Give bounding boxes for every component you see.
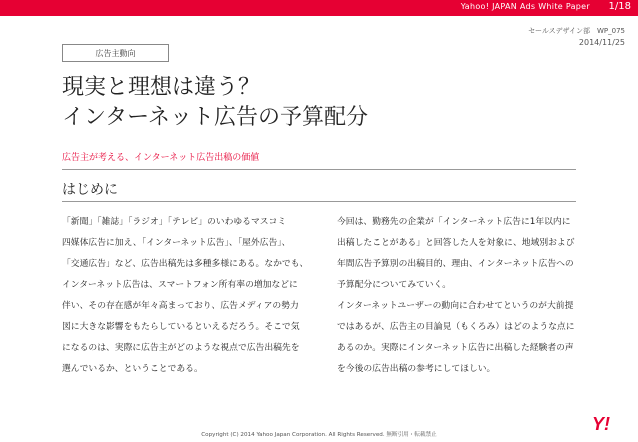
divider — [62, 201, 576, 202]
paragraph-line: 四媒体広告に加え、「インターネット広告」、「屋外広告」、 — [62, 238, 291, 248]
paragraph-line: 今回は、勤務先の企業が「インターネット広告に1年以内に — [337, 217, 571, 227]
paragraph-line: 予算配分についてみていく。 — [337, 280, 452, 290]
paragraph-line: を今後の広告出稿の参考にしてほしい。 — [337, 364, 496, 374]
subtitle: 広告主が考える、インターネット広告出稿の価値 — [62, 153, 260, 163]
title-line-2: インターネット広告の予算配分 — [62, 105, 369, 130]
paragraph-line: インターネット広告は、スマートフォン所有率の増加などに — [62, 280, 298, 290]
paragraph-line: 「交通広告」など、広告出稿先は多種多様にある。なかでも、 — [62, 259, 309, 269]
page-title — [62, 73, 368, 133]
brand-text: Yahoo! JAPAN Ads White Paper — [460, 2, 590, 11]
department-label: セールスデザイン部 WP_075 — [528, 27, 625, 35]
category-tag: 広告主動向 — [62, 44, 169, 62]
top-bar — [0, 0, 638, 16]
paragraph-line: 伴い、その存在感が年々高まっており、広告メディアの勢力 — [62, 301, 299, 311]
paragraph-line: あるのか。実際にインターネット広告に出稿した経験者の声 — [337, 343, 574, 353]
copyright-text: Copyright (C) 2014 Yahoo Japan Corporation. All Rights Reserved. 無断引用・転載禁止 — [201, 432, 437, 438]
section-heading: はじめに — [62, 182, 118, 198]
paragraph-line: インターネットユーザーの動向に合わせてというのが大前提 — [337, 301, 574, 311]
divider — [62, 169, 576, 170]
paragraph-line: 年間広告予算別の出稿目的、理由、インターネット広告への — [337, 259, 574, 269]
page-number: 1/18 — [608, 1, 631, 12]
paragraph-line: 「新聞」「雑誌」「ラジオ」「テレビ」のいわゆるマスコミ — [62, 217, 287, 227]
paragraph-line: 図に大きな影響をもたらしているといえるだろう。そこで気 — [62, 322, 300, 332]
paragraph-line: になるのは、実際に広告主がどのような視点で広告出稿先を — [62, 343, 300, 353]
publish-date: 2014/11/25 — [578, 38, 625, 47]
paragraph-line: 選んでいるか、ということである。 — [62, 364, 203, 374]
paragraph-line: ではあるが、広告主の目論見（もくろみ）はどのような点に — [337, 322, 575, 332]
yahoo-logo — [590, 412, 620, 434]
logo-text: Y! — [592, 414, 610, 434]
paragraph-line: 出稿したことがある」と回答した人を対象に、地域別および — [337, 238, 575, 248]
intro-left-column — [62, 212, 324, 380]
title-line-1: 現実と理想は違う？ — [62, 75, 261, 100]
intro-right-column — [337, 212, 587, 380]
